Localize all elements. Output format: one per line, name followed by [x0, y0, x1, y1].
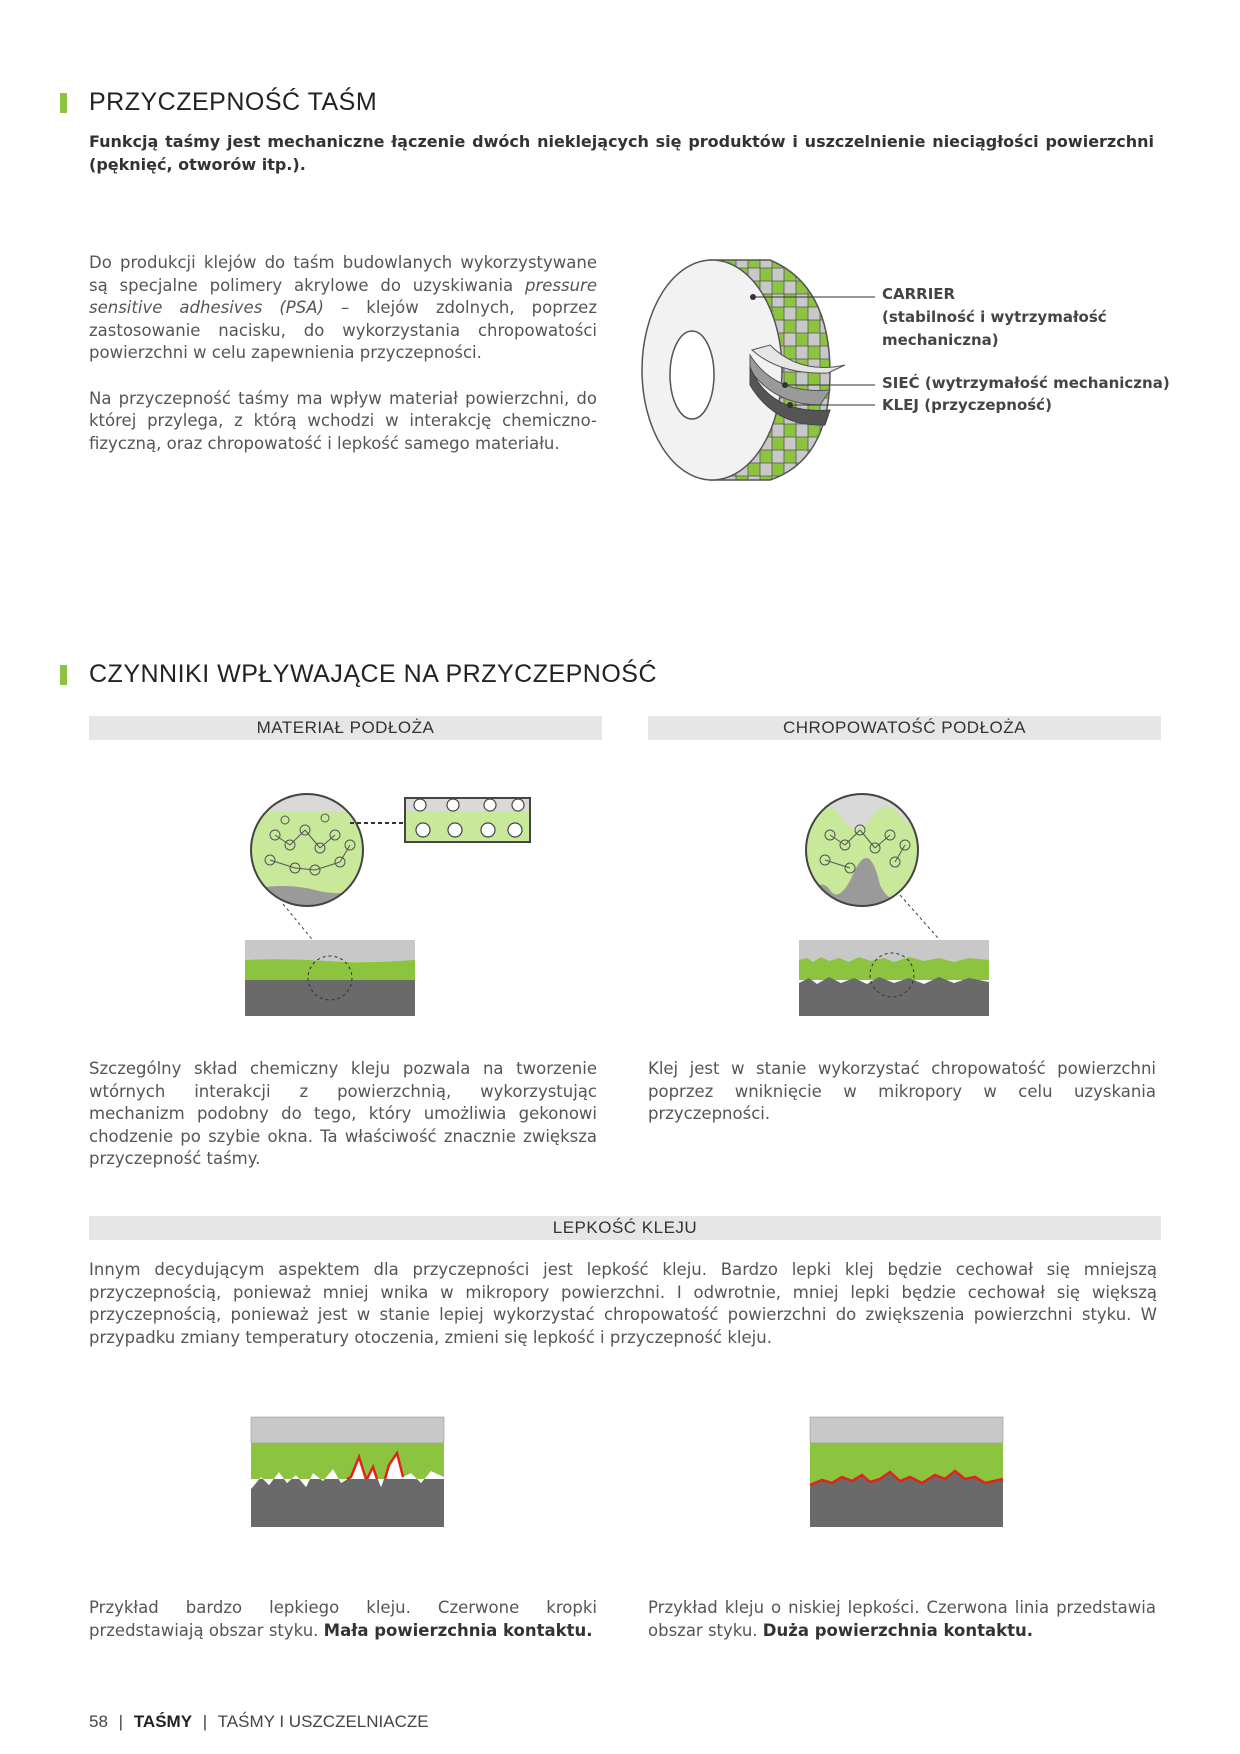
label-carrier-line3: mechaniczna)	[882, 331, 999, 349]
heading-accent-bar	[60, 665, 67, 685]
low-viscosity-illustration	[810, 1417, 1010, 1527]
label-siec: SIEĆ (wytrzymałość mechaniczna)	[882, 374, 1170, 392]
high-viscosity-illustration	[251, 1417, 451, 1527]
lepkosc-description: Innym decydującym aspektem dla przyczepności jest lepkość kleju. Bardzo lepki klej będzie cechował się mniejszą przyczepnością, ponieważ mniej wnika w mikropory powierzchni. I odwrotnie, mniej lepki będzie cechował się większą przyczepnością, ponieważ jest w stanie lepiej wykorzystać chropowatość powierzchni do zwiększenia powierzchni styku. W przypadku zmiany temperatury otoczenia, zmieni się lepkość i przyczepność kleju.	[89, 1260, 1157, 1347]
material-illustration	[245, 790, 615, 1035]
label-carrier-line1: CARRIER	[882, 285, 956, 303]
col-head-chropowatosc: CHROPOWATOŚĆ PODŁOŻA	[648, 716, 1161, 740]
footer-subcategory: TAŚMY I USZCZELNIACZE	[217, 1712, 429, 1731]
label-carrier-line2: (stabilność i wytrzymałość	[882, 308, 1107, 326]
section-title: PRZYCZEPNOŚĆ TAŚM	[89, 88, 378, 116]
label-klej: KLEJ (przyczepność)	[882, 396, 1052, 414]
section-title: CZYNNIKI WPŁYWAJĄCE NA PRZYCZEPNOŚĆ	[89, 660, 658, 688]
heading-accent-bar	[60, 93, 67, 113]
low-viscosity-caption: Przykład kleju o niskiej lepkości. Czerwona linia przedstawia obszar styku. Duża powierzchnia kontaktu.	[648, 1598, 1156, 1640]
intro-text	[89, 252, 597, 455]
label-carrier	[882, 283, 1107, 352]
page-footer	[89, 1712, 429, 1732]
lepkosc-head: LEPKOŚĆ KLEJU	[89, 1216, 1161, 1240]
section-heading-czynniki	[60, 660, 657, 689]
roughness-illustration	[800, 790, 1000, 1035]
high-viscosity-caption: Przykład bardzo lepkiego kleju. Czerwone kropki przedstawiają obszar styku. Mała powierzchnia kontaktu.	[89, 1598, 597, 1640]
footer-separator: |	[118, 1712, 124, 1731]
col-head-material: MATERIAŁ PODŁOŻA	[89, 716, 602, 740]
intro-paragraph-1: Do produkcji klejów do taśm budowlanych wykorzystywane są specjalne polimery akrylowe do uzyskiwania pressure sensitive adhesives (PSA) – klejów zdolnych, poprzez zastosowanie nacisku, do wykorzystania chropowatości powierzchni w celu zapewnienia przyczepności.	[89, 253, 597, 362]
roughness-description: Klej jest w stanie wykorzystać chropowatość powierzchni poprzez wniknięcie w mikropory w celu uzyskania przyczepności.	[648, 1059, 1156, 1123]
lead-paragraph: Funkcją taśmy jest mechaniczne łączenie dwóch nieklejących się produktów i uszczelnienie nieciągłości powierzchni (pęknięć, otworów itp.).	[89, 132, 1154, 174]
section-heading-przyczepnosc	[60, 88, 377, 117]
footer-category: TAŚMY	[133, 1712, 193, 1731]
page-number: 58	[89, 1712, 108, 1731]
footer-separator: |	[202, 1712, 208, 1731]
intro-paragraph-2: Na przyczepność taśmy ma wpływ materiał powierzchni, do której przylega, z którą wchodzi w interakcję chemiczno-fizyczną, oraz chropowatość i lepkość samego materiału.	[89, 388, 597, 453]
material-description: Szczególny skład chemiczny kleju pozwala na tworzenie wtórnych interakcji z powierzchnią, wykorzystując mechanizm podobny do tego, który umożliwia gekonowi chodzenie po szybie okna. Ta właściwość znacznie zwiększa przyczepność taśmy.	[89, 1059, 597, 1168]
